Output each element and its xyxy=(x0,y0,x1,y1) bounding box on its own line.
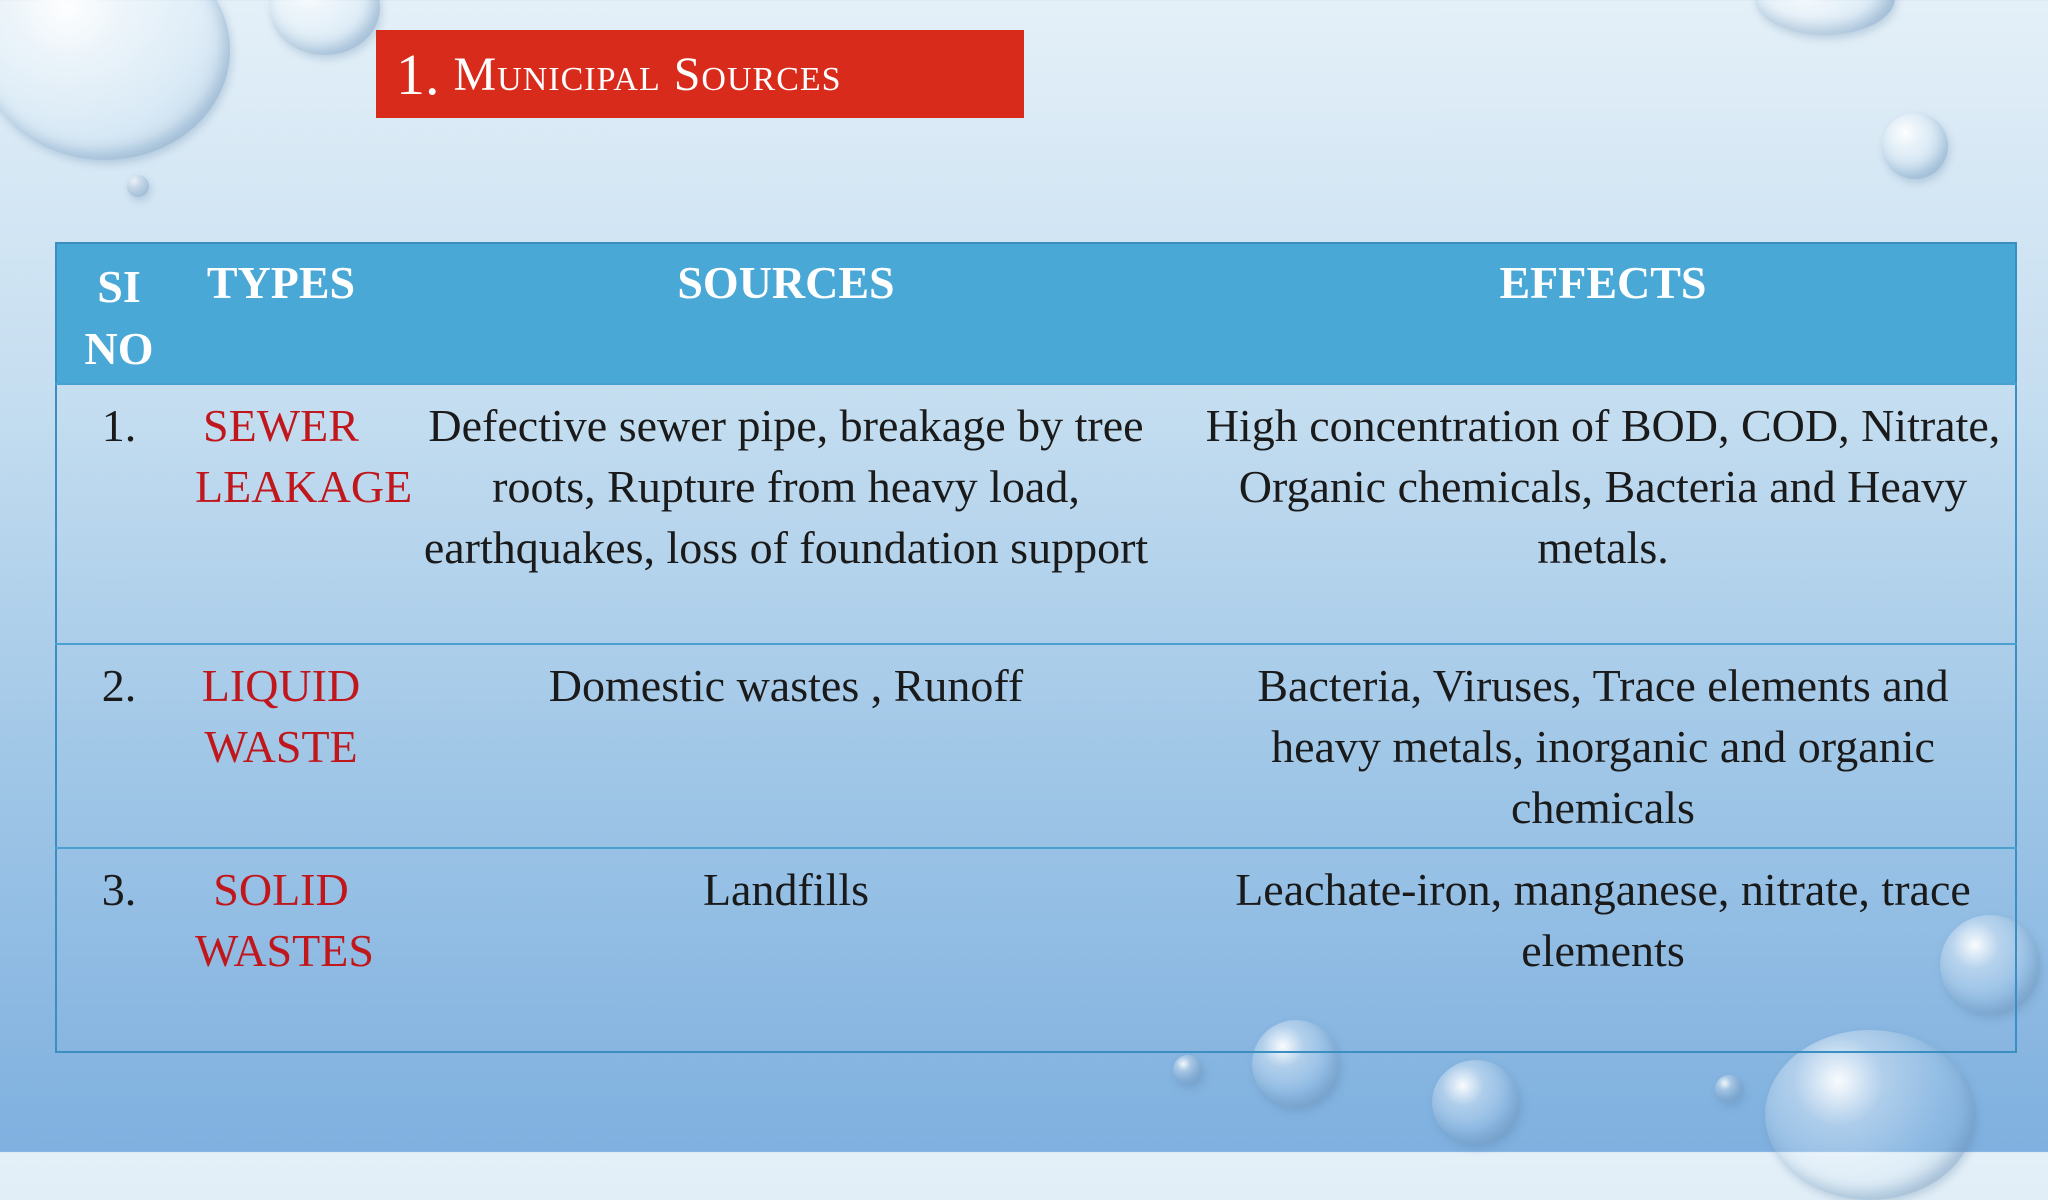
row-effects: Bacteria, Viruses, Trace elements and heavy metals, inorganic and organic chemicals xyxy=(1191,644,2016,848)
water-drop-decoration xyxy=(1173,1055,1203,1085)
water-drop-decoration xyxy=(0,0,230,160)
row-type-line2: LEAKAGE xyxy=(195,461,413,512)
table-row xyxy=(56,384,2016,644)
slide-title-banner xyxy=(376,30,1024,118)
slide-title: Municipal Sources xyxy=(453,47,842,101)
row-type-line2: WASTE xyxy=(204,721,358,772)
header-effects: EFFECTS xyxy=(1191,243,2016,384)
row-type-line1: SEWER xyxy=(203,400,359,451)
header-si-no-line2: NO xyxy=(84,323,154,374)
table-row xyxy=(56,848,2016,1052)
table-header-row xyxy=(56,243,2016,384)
row-type xyxy=(181,848,381,1052)
header-sources: SOURCES xyxy=(381,243,1191,384)
water-drop-decoration xyxy=(1432,1060,1520,1145)
row-type-line1: LIQUID xyxy=(201,660,361,711)
water-drop-decoration xyxy=(270,0,380,55)
table-row xyxy=(56,644,2016,848)
row-number: 2. xyxy=(56,644,181,848)
water-drop-decoration xyxy=(1882,113,1948,179)
row-number: 3. xyxy=(56,848,181,1052)
row-sources: Landfills xyxy=(381,848,1191,1052)
header-types: TYPES xyxy=(181,243,381,384)
row-type-line1: SOLID xyxy=(213,864,349,915)
row-sources: Domestic wastes , Runoff xyxy=(381,644,1191,848)
slide-title-number: 1. xyxy=(396,41,440,107)
row-type-line2: WASTES xyxy=(195,925,374,976)
header-si-no xyxy=(56,243,181,384)
row-effects: High concentration of BOD, COD, Nitrate, Organic chemicals, Bacteria and Heavy metals. xyxy=(1191,384,2016,644)
sources-table xyxy=(55,242,2017,1053)
water-drop-decoration xyxy=(127,175,149,197)
row-sources: Defective sewer pipe, breakage by tree roots, Rupture from heavy load, earthquakes, loss of foundation support xyxy=(381,384,1191,644)
header-si-no-line1: SI xyxy=(97,261,141,312)
row-type xyxy=(181,644,381,848)
water-drop-decoration xyxy=(1765,1030,1975,1200)
row-number: 1. xyxy=(56,384,181,644)
water-drop-decoration xyxy=(1715,1075,1743,1103)
water-drop-decoration xyxy=(1755,0,1895,35)
row-type xyxy=(181,384,413,644)
row-effects: Leachate-iron, manganese, nitrate, trace elements xyxy=(1191,848,2016,1052)
